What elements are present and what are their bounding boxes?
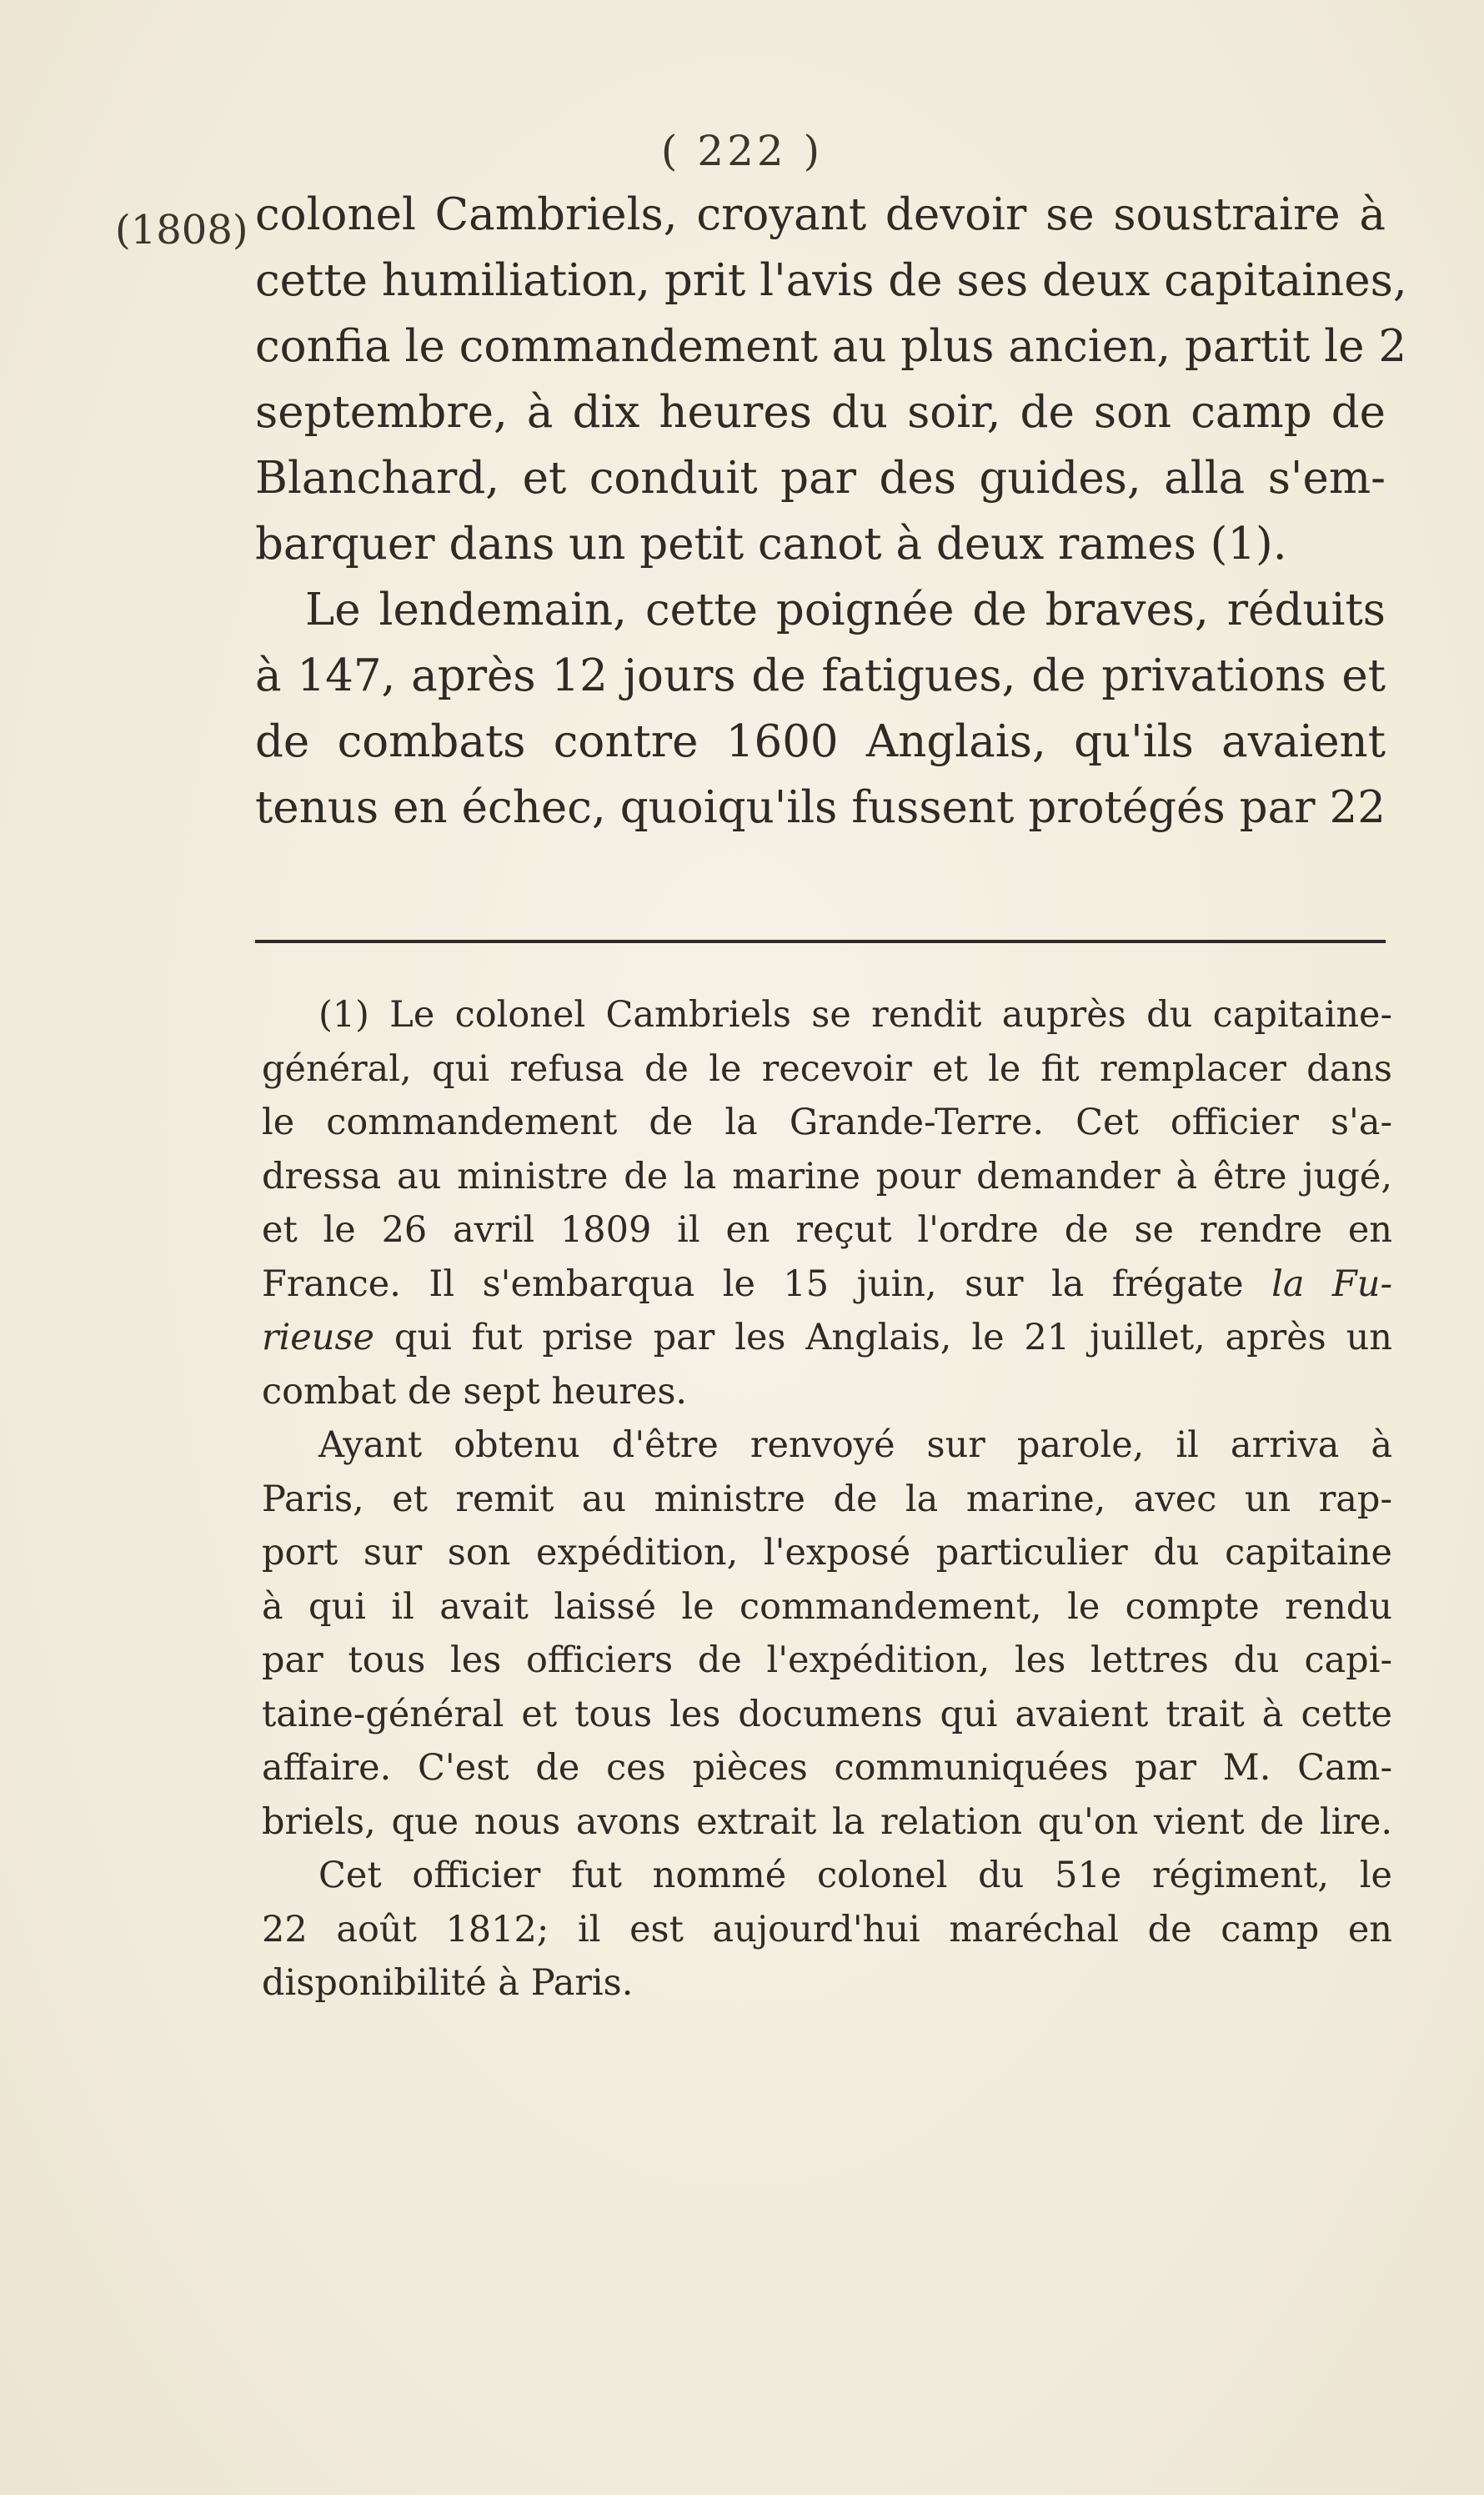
footnote-line: disponibilité à Paris. [262,1962,634,2004]
footnote-line: Ayant obtenu d'être renvoyé sur parole, il arriva à [318,1424,1392,1466]
main-text-line: barquer dans un petit canot à deux rames (1). [255,519,1287,570]
main-text-line: à 147, après 12 jours de fatigues, de privations et [255,650,1386,701]
footnote-line: général, qui refusa de le recevoir et le fit remplacer dans [262,1047,1392,1090]
footnote-line: et le 26 avril 1809 il en reçut l'ordre de se rendre en [262,1209,1392,1251]
footnote-line [262,1311,1392,1365]
footnote-line-text: qui fut prise par les Anglais, le 21 juillet, après un [374,1317,1392,1358]
footnote-line: port sur son expédition, l'exposé particulier du capitaine [262,1532,1392,1574]
main-text-line: Le lendemain, cette poignée de braves, réduits [305,585,1386,635]
footnote-line: Paris, et remit au ministre de la marine, avec un rap- [262,1478,1392,1520]
footnote-line-text: France. Il s'embarqua le 15 juin, sur la frégate [262,1263,1272,1305]
footnote-line: combat de sept heures. [262,1370,688,1413]
footnote-line: Cet officier fut nommé colonel du 51e régiment, le [318,1855,1392,1896]
ship-name-italic-part2: rieuse [262,1317,374,1358]
footnote-line [262,1258,1392,1312]
footnote-line: briels, que nous avons extrait la relation qu'on vient de lire. [262,1800,1392,1843]
main-text-line: cette humiliation, prit l'avis de ses deux capitaines, [255,255,1407,306]
footnote-line: 22 août 1812; il est aujourd'hui maréchal de camp en [262,1908,1392,1950]
main-text [255,182,1407,841]
footnote-line: par tous les officiers de l'expédition, les lettres du capi- [262,1639,1392,1681]
footnote-line: le commandement de la Grande-Terre. Cet officier s'a- [262,1102,1392,1143]
margin-year-note: (1808) [115,207,248,254]
footnote-line: affaire. C'est de ces pièces communiquées par M. Cam- [262,1747,1392,1789]
footnote-line: dressa au ministre de la marine pour demander à être jugé, [262,1155,1392,1197]
footnote-line: taine-général et tous les documens qui avaient trait à cette [262,1693,1392,1735]
page-number: ( 222 ) [660,127,824,175]
main-text-line: tenus en échec, quoiqu'ils fussent protégés par 22 [255,782,1386,833]
main-text-line: Blanchard, et conduit par des guides, alla s'em- [255,453,1386,504]
main-text-line: septembre, à dix heures du soir, de son camp de [255,387,1386,438]
footnote-line: (1) Le colonel Cambriels se rendit auprès du capitaine- [318,994,1392,1036]
main-text-line: de combats contre 1600 Anglais, qu'ils avaient [255,716,1386,767]
footnote [262,988,1392,2011]
main-text-line: confia le commandement au plus ancien, partit le 2 [255,321,1407,372]
main-text-line: colonel Cambriels, croyant devoir se soustraire à [255,189,1386,240]
footnote-line: à qui il avait laissé le commandement, le compte rendu [262,1585,1392,1628]
ship-name-italic-part1: la Fu- [1271,1263,1392,1305]
footnote-separator-rule [255,940,1386,943]
